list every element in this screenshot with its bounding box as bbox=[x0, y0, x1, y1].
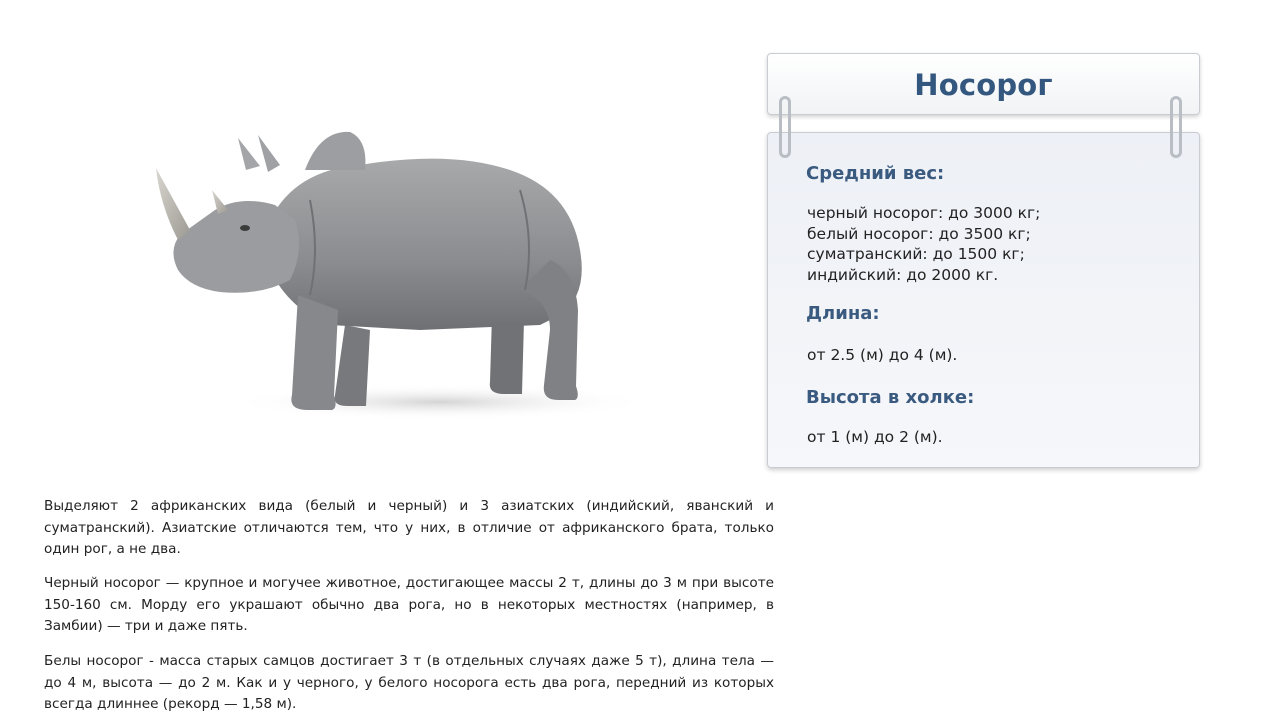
paragraph-black-rhino: Черный носорог — крупное и могучее животное, достигающее массы 2 т, длины до 3 м при высоте 150-160 см. Морду его украшают обычно два рога, но в некоторых местностях (например, в Замбии) — три и даже пять. bbox=[44, 575, 774, 634]
binder-ring-right bbox=[1170, 96, 1182, 158]
length-text: от 2.5 (м) до 4 (м). bbox=[807, 346, 958, 364]
weight-list bbox=[807, 203, 1040, 285]
card-title: Носорог bbox=[914, 68, 1053, 102]
title-card bbox=[767, 53, 1200, 115]
weight-line: суматранский: до 1500 кг; bbox=[807, 245, 1025, 263]
rhino-image bbox=[120, 110, 640, 440]
binder-ring-left bbox=[779, 96, 791, 158]
weight-line: черный носорог: до 3000 кг; bbox=[807, 204, 1041, 222]
paragraph-species: Выделяют 2 африканских вида (белый и черный) и 3 азиатских (индийский, яванский и суматранский). Азиатские отличаются тем, что у них, в отличие от африканского брата, только один рог, а не два. bbox=[44, 498, 774, 557]
paragraph-white-rhino: Белы носорог - масса старых самцов достигает 3 т (в отдельных случаях даже 5 т), длина тела — до 4 м, высота — до 2 м. Как и у черного, у белого носорога есть два рога, передний из которых всегда длиннее (рекорд — 1,58 м). bbox=[44, 653, 774, 712]
height-text: от 1 (м) до 2 (м). bbox=[807, 428, 943, 446]
weight-line: индийский: до 2000 кг. bbox=[807, 265, 999, 284]
weight-heading: Средний вес: bbox=[806, 163, 945, 184]
length-heading: Длина: bbox=[806, 303, 880, 324]
weight-line: белый носорог: до 3500 кг; bbox=[807, 224, 1031, 243]
height-heading: Высота в холке: bbox=[806, 387, 975, 408]
